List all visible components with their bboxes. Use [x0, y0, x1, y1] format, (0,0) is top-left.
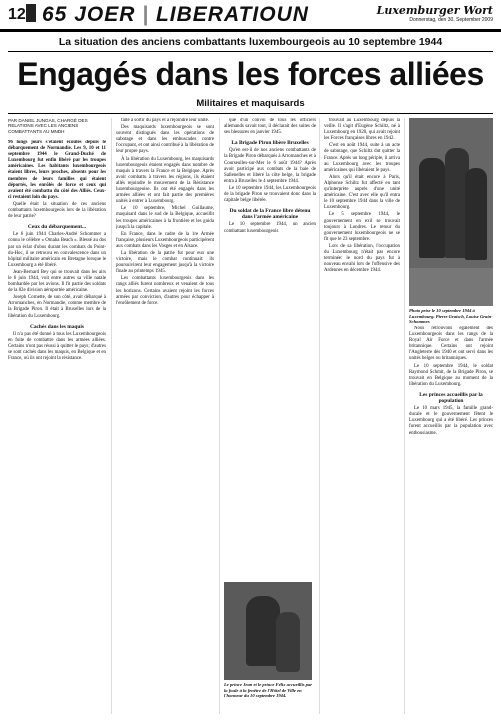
- flag-icon: [26, 4, 36, 22]
- page-number: 12: [8, 6, 26, 23]
- column-1: [8, 140, 106, 714]
- section-title-separator: |: [142, 3, 150, 26]
- paragraph: C'est en août 1944, suite à un acte de sabotage, que Schiltz dut quitter la France. Après un long périple, il arriva au Luxembourg avec les troupes américaines qui libéraient le pays.: [324, 143, 400, 173]
- paragraph: Alors qu'il était encore à Paris, Alphonse Schiltz fut affecté en tant qu'interprète auprès d'une unité américaine. C'est avec elle qu'il entra le 10 septembre 1944 dans la ville de Luxembourg.: [324, 174, 400, 211]
- paragraph: Le 6 juin 1944 Charles-André Schommer a connu le célèbre « Omaha Beach ». Blessé au dos par un éclat d'obus durant les combats du Point-du-Hoc, il se retrouva en convalescence dans un hôpital militaire américain en Bretagne lorsque le Luxembourg a été libéré.: [8, 232, 106, 268]
- soldiers-photo: [409, 118, 493, 306]
- paragraph: faite à sortir du pays et à rejoindre leur unité.: [121, 118, 209, 123]
- paragraph: En France, dans le cadre de la 1re Armée française, plusieurs Luxembourgeois participèrent aux combats dans les Vosges et en Alsace.: [116, 231, 214, 249]
- paragraph: Il n'a pas été donné à tous les Luxembourgeois en fuite de combattre dans les armées alliées. Certains n'ont pas réussi à quitter le pays; d'autres se sont cachés dans les maquis, en Belgique et en France, où ils ont rejoint la résistance.: [8, 331, 106, 362]
- paragraph: Jean-Bernard Bey qui se trouvait dans les airs le 6 juin 1944, voit entre autres sa ville natale bombardée par les avions. Il fit partie des soldats de la 82e division aéroportée américaine.: [8, 269, 106, 294]
- article-headline: Engagés dans les forces alliées: [17, 56, 484, 92]
- paragraph: À la libération du Luxembourg, les maquisards luxembourgeois étaient engagés dans nombre de maquis à travers la France et la Belgique. Après avoir combattu à travers les régions, ils étaient allés rejoindre le mouvement de la Résistance luxembourgeoise. Ils ont été engagés dans les armées alliées et ont fait partie des premières unités à entrer à Luxembourg.: [116, 156, 214, 205]
- paragraph: Le 10 septembre 1944, un ancien combattant luxembourgeois: [224, 222, 316, 234]
- article-kicker: La situation des anciens combattants luxembourgeois au 10 septembre 1944: [58, 36, 443, 48]
- column-divider: [404, 118, 405, 714]
- paragraph: Le 10 septembre 1944, les Luxembourgeois de la brigade Piron se trouvaient donc dans la capitale belge libérée.: [224, 185, 316, 204]
- princes-photo: [224, 582, 312, 680]
- article-lead: 96 longs jours s'étaient écoulés depuis le débarquement de Normandie. Les 9, 10 et 11 septembre 1944 le Grand-Duché de Luxembourg fut enfin libéré par les troupes américaines. Les habitants luxembourgeois étaient libres, leurs proches, absents pour les membres de leurs familles qui étaient déportés, les enrôlés de force et ceux qui avaient été combattu du côté des Alliés. Ceux-ci restaient loin du pays.: [8, 140, 106, 200]
- photo-caption: Le prince Jean et le prince Félix accueillis par la foule à la fenêtre de l'Hôtel de Ville en l'honneur du 10 septembre 1944.: [224, 682, 313, 699]
- article-subhead: Militaires et maquisards: [196, 98, 305, 109]
- newspaper-name: Luxemburger Wort: [376, 4, 493, 17]
- section-title-left: 65 JOER: [42, 3, 136, 26]
- section-heading: Les princes accueillis par la population: [419, 391, 483, 405]
- paragraph: Les combattants luxembourgeois dans les rangs alliés furent nombreux et venaient de tous les horizons. Certains avaient rejoint les forces armées par conviction, d'autres pour échapper à l'enrôlement de force.: [116, 276, 214, 306]
- paragraph: Le 10 mars 1945, la famille grand-ducale et le gouvernement fêtent le Luxembourg qui a été libéré. Les princes furent accueillis par la population avec enthousiasme.: [409, 406, 493, 436]
- column-3: [224, 118, 316, 578]
- section-title-right: LIBERATIOUN: [155, 3, 309, 26]
- paragraph: que d'un convoi de tous les officiers allemands savait tout, il déclarait des suites de ses blessures en janvier 1945.: [224, 118, 316, 136]
- paragraph: Qu'en est-il de nos anciens combattants de la Brigade Piron débarqués à Arromanches et à Courseulles-sur-Mer le 6 août 1944? Après avoir participé aux combats de la baie de Sallenelles et libéré la côte belge, la brigade entra à Bruxelles le 4 septembre 1944.: [224, 148, 316, 184]
- paragraph: Lors de sa libération, l'occupation du Luxembourg n'était pas encore terminée: le nord du pays fut à nouveau envahi lors de l'offensive des Ardennes en décembre 1944.: [324, 243, 400, 274]
- section-title: [42, 3, 309, 27]
- column-5: [409, 326, 493, 714]
- paragraph: Des maquisards luxembourgeois se sont souvent distingués dans les opérations de sabotage et dans les embuscades contre l'occupant, et ont ainsi contribué à la libération de leur propre pays.: [116, 125, 214, 155]
- column-divider: [319, 118, 320, 714]
- newspaper-date: Donnerstag, den 30. September 2009: [409, 17, 493, 23]
- paragraph: Nous retrouvons également des Luxembourgeois dans les rangs de la Royal Air Force et dans l'armée britannique. Certains ont rejoint l'Angleterre dès 1940 et ont servi dans les unités belges ou britanniques.: [409, 326, 493, 362]
- article-byline: PAR DANIEL JUNGAS, CHARGÉ DES RELATIONS AVEC LES ANCIENS COMBATTANTS AU MNDH: [8, 118, 88, 134]
- paragraph: La libération de la patrie fut pour eux une victoire, mais le combat continuait: ils poursuivirent leur engagement jusqu'à la victoire finale au printemps 1945.: [116, 250, 214, 275]
- column-4: [324, 118, 400, 714]
- photo-figure: [465, 168, 487, 260]
- kicker-rule: [8, 51, 493, 52]
- column-divider: [111, 118, 112, 714]
- section-heading: Ceux du débarquement...: [27, 224, 87, 231]
- page-header: [0, 0, 501, 30]
- header-rule: [0, 29, 501, 32]
- photo-caption: Photo prise le 10 septembre 1944 à Luxembourg. Pierre Graisch, Louise Grain-Schommer.: [409, 308, 493, 325]
- photo-figure: [419, 158, 445, 258]
- paragraph: Le 5 septembre 1944, le gouvernement en exil se trouvait toujours à Londres. Le retour du gouvernement luxembourgeois ne se fit que le 23 septembre.: [324, 212, 400, 242]
- section-heading: La Brigade Piron libère Bruxelles: [231, 140, 309, 147]
- column-divider: [219, 118, 220, 714]
- paragraph: Le 10 septembre 1944, le soldat Raymond Schmit, de la Brigade Piron, se trouvait en Belgique au moment de la libération du Luxembourg.: [409, 363, 493, 387]
- paragraph: Le 10 septembre, Michel Guillaume, maquisard dans le sud de la Belgique, accueillit les troupes américaines à la frontière et les guida jusqu'à la capitale.: [116, 206, 214, 230]
- section-heading: Cachés dans les maquis: [29, 323, 85, 330]
- photo-figure: [276, 612, 300, 672]
- paragraph: Joseph Cornette, de son côté, avait débarqué à Arromanches, en Normandie, comme membre de la Brigade Piron. Il était à Bruxelles lors de la libération du Luxembourg.: [8, 295, 106, 319]
- column-2: [116, 118, 214, 714]
- section-heading: Du soldat de la France libre détenu dans l'armée américaine: [229, 208, 311, 221]
- paragraph: trouvait au Luxembourg depuis la veille. Il s'agit d'Eugène Schiltz, né à Luxembourg en 1920, qui avait rejoint les Forces françaises libres en 1942.: [324, 118, 400, 142]
- paragraph: Quelle était la situation de ces anciens combattants luxembourgeois lors de la libération de leur patrie?: [8, 201, 106, 220]
- photo-ground: [409, 268, 493, 306]
- subhead-rule: [8, 113, 493, 114]
- photo-figure: [246, 596, 280, 666]
